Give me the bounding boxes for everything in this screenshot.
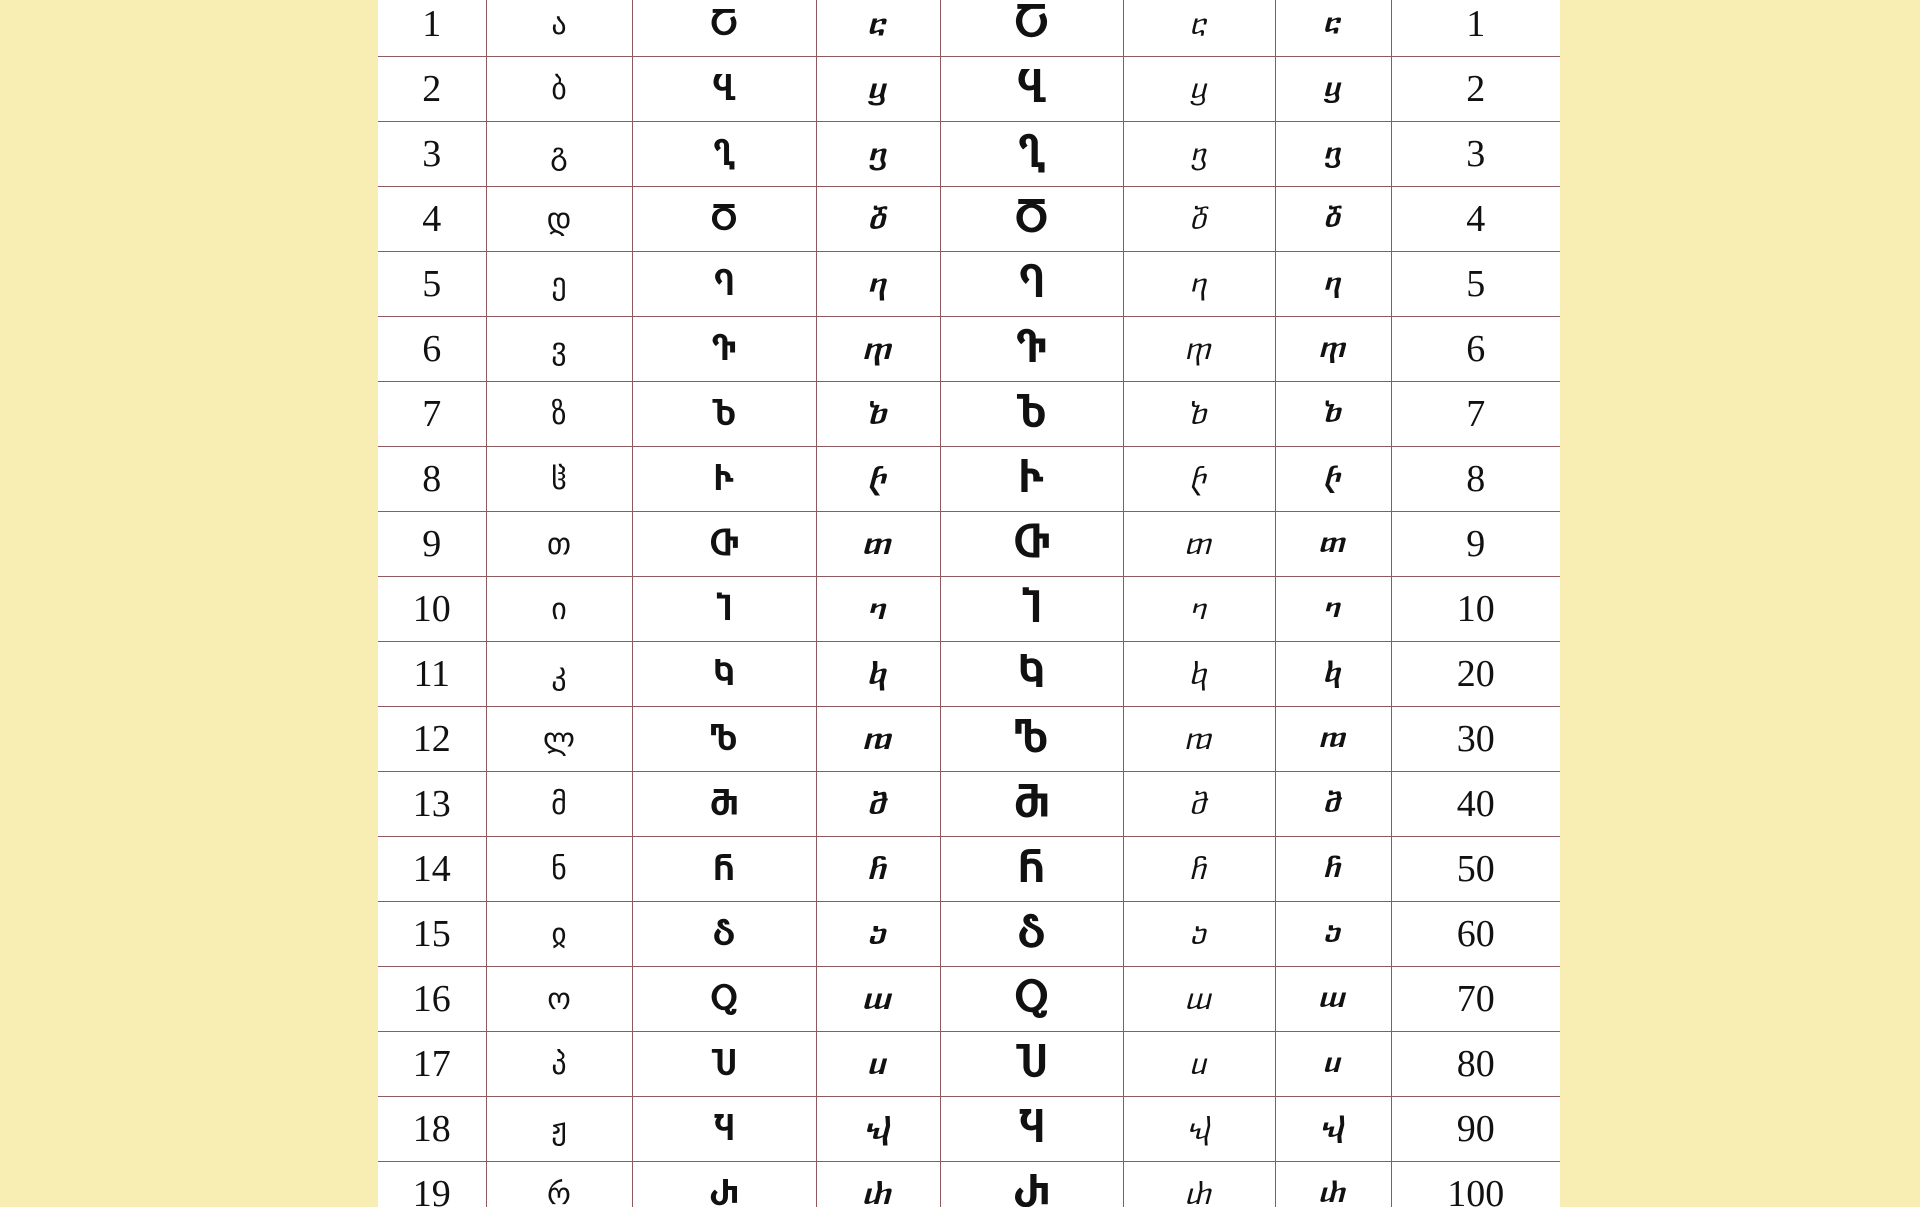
nuskhuri-letter: ⴀ: [816, 0, 940, 57]
numeric-value: 1: [1391, 0, 1560, 57]
numeric-value: 5: [1391, 252, 1560, 317]
mkhedruli-letter: კ: [486, 642, 632, 707]
asomtavruli-letter: Ⴃ: [632, 187, 816, 252]
numeric-value: 40: [1391, 772, 1560, 837]
row-index: 2: [378, 57, 486, 122]
mkhedruli-letter: ჲ: [486, 902, 632, 967]
asomtavruli-alt-letter: Ⴍ: [940, 967, 1123, 1032]
nuskhuri-cursive-letter: ⴀ: [1275, 0, 1391, 57]
numeric-value: 50: [1391, 837, 1560, 902]
asomtavruli-letter: Ⴢ: [632, 902, 816, 967]
table-row: [378, 187, 1560, 252]
nuskhuri-cursive-letter: ⴄ: [1275, 252, 1391, 317]
table-row: [378, 317, 1560, 382]
asomtavruli-letter: Ⴁ: [632, 57, 816, 122]
nuskhuri-alt-letter: ⴍ: [1123, 967, 1275, 1032]
asomtavruli-letter: Ⴆ: [632, 382, 816, 447]
nuskhuri-alt-letter: ⴃ: [1123, 187, 1275, 252]
nuskhuri-cursive-letter: ⴡ: [1275, 447, 1391, 512]
asomtavruli-alt-letter: Ⴀ: [940, 0, 1123, 57]
asomtavruli-letter: Ⴌ: [632, 837, 816, 902]
table-row: [378, 1032, 1560, 1097]
asomtavruli-alt-letter: Ⴇ: [940, 512, 1123, 577]
numeric-value: 10: [1391, 577, 1560, 642]
row-index: 6: [378, 317, 486, 382]
nuskhuri-alt-letter: ⴀ: [1123, 0, 1275, 57]
row-index: 12: [378, 707, 486, 772]
nuskhuri-letter: ⴆ: [816, 382, 940, 447]
asomtavruli-alt-letter: Ⴂ: [940, 122, 1123, 187]
nuskhuri-letter: ⴊ: [816, 707, 940, 772]
table-row: [378, 512, 1560, 577]
nuskhuri-alt-letter: ⴇ: [1123, 512, 1275, 577]
table-row: [378, 902, 1560, 967]
nuskhuri-alt-letter: ⴌ: [1123, 837, 1275, 902]
table-row: [378, 967, 1560, 1032]
row-index: 9: [378, 512, 486, 577]
row-index: 17: [378, 1032, 486, 1097]
mkhedruli-letter: ზ: [486, 382, 632, 447]
table-row: [378, 642, 1560, 707]
asomtavruli-letter: Ⴇ: [632, 512, 816, 577]
asomtavruli-letter: Ⴈ: [632, 577, 816, 642]
numeric-value: 100: [1391, 1162, 1560, 1207]
row-index: 5: [378, 252, 486, 317]
asomtavruli-alt-letter: Ⴄ: [940, 252, 1123, 317]
nuskhuri-cursive-letter: ⴎ: [1275, 1032, 1391, 1097]
asomtavruli-alt-letter: Ⴉ: [940, 642, 1123, 707]
mkhedruli-letter: ლ: [486, 707, 632, 772]
row-index: 7: [378, 382, 486, 447]
mkhedruli-letter: დ: [486, 187, 632, 252]
numeric-value: 90: [1391, 1097, 1560, 1162]
nuskhuri-letter: ⴉ: [816, 642, 940, 707]
nuskhuri-alt-letter: ⴐ: [1123, 1162, 1275, 1207]
georgian-alphabet-table: [378, 0, 1560, 1207]
nuskhuri-letter: ⴌ: [816, 837, 940, 902]
nuskhuri-letter: ⴁ: [816, 57, 940, 122]
numeric-value: 30: [1391, 707, 1560, 772]
asomtavruli-letter: Ⴀ: [632, 0, 816, 57]
nuskhuri-alt-letter: ⴂ: [1123, 122, 1275, 187]
table-row: [378, 57, 1560, 122]
nuskhuri-alt-letter: ⴢ: [1123, 902, 1275, 967]
numeric-value: 2: [1391, 57, 1560, 122]
nuskhuri-cursive-letter: ⴅ: [1275, 317, 1391, 382]
asomtavruli-alt-letter: Ⴌ: [940, 837, 1123, 902]
asomtavruli-alt-letter: Ⴅ: [940, 317, 1123, 382]
numeric-value: 70: [1391, 967, 1560, 1032]
numeric-value: 9: [1391, 512, 1560, 577]
mkhedruli-letter: ო: [486, 967, 632, 1032]
nuskhuri-letter: ⴎ: [816, 1032, 940, 1097]
nuskhuri-letter: ⴇ: [816, 512, 940, 577]
nuskhuri-letter: ⴄ: [816, 252, 940, 317]
mkhedruli-letter: ჱ: [486, 447, 632, 512]
nuskhuri-cursive-letter: ⴃ: [1275, 187, 1391, 252]
asomtavruli-letter: Ⴉ: [632, 642, 816, 707]
nuskhuri-cursive-letter: ⴂ: [1275, 122, 1391, 187]
asomtavruli-letter: Ⴎ: [632, 1032, 816, 1097]
mkhedruli-letter: ბ: [486, 57, 632, 122]
asomtavruli-alt-letter: Ⴈ: [940, 577, 1123, 642]
mkhedruli-letter: ნ: [486, 837, 632, 902]
nuskhuri-letter: ⴍ: [816, 967, 940, 1032]
asomtavruli-letter: Ⴋ: [632, 772, 816, 837]
numeric-value: 3: [1391, 122, 1560, 187]
row-index: 14: [378, 837, 486, 902]
nuskhuri-letter: ⴏ: [816, 1097, 940, 1162]
asomtavruli-letter: Ⴄ: [632, 252, 816, 317]
nuskhuri-cursive-letter: ⴁ: [1275, 57, 1391, 122]
nuskhuri-letter: ⴂ: [816, 122, 940, 187]
nuskhuri-letter: ⴐ: [816, 1162, 940, 1207]
nuskhuri-letter: ⴋ: [816, 772, 940, 837]
row-index: 3: [378, 122, 486, 187]
asomtavruli-alt-letter: Ⴃ: [940, 187, 1123, 252]
mkhedruli-letter: ი: [486, 577, 632, 642]
mkhedruli-letter: რ: [486, 1162, 632, 1207]
table-row: [378, 447, 1560, 512]
nuskhuri-alt-letter: ⴈ: [1123, 577, 1275, 642]
table-row: [378, 577, 1560, 642]
table-row: [378, 1162, 1560, 1207]
nuskhuri-cursive-letter: ⴆ: [1275, 382, 1391, 447]
nuskhuri-alt-letter: ⴉ: [1123, 642, 1275, 707]
numeric-value: 6: [1391, 317, 1560, 382]
numeric-value: 4: [1391, 187, 1560, 252]
row-index: 16: [378, 967, 486, 1032]
asomtavruli-alt-letter: Ⴋ: [940, 772, 1123, 837]
asomtavruli-letter: Ⴐ: [632, 1162, 816, 1207]
nuskhuri-alt-letter: ⴏ: [1123, 1097, 1275, 1162]
nuskhuri-alt-letter: ⴎ: [1123, 1032, 1275, 1097]
table-row: [378, 122, 1560, 187]
nuskhuri-cursive-letter: ⴌ: [1275, 837, 1391, 902]
asomtavruli-letter: Ⴡ: [632, 447, 816, 512]
mkhedruli-letter: გ: [486, 122, 632, 187]
table-row: [378, 837, 1560, 902]
numeric-value: 8: [1391, 447, 1560, 512]
alphabet-page: [378, 0, 1560, 1207]
numeric-value: 20: [1391, 642, 1560, 707]
row-index: 4: [378, 187, 486, 252]
nuskhuri-cursive-letter: ⴐ: [1275, 1162, 1391, 1207]
asomtavruli-alt-letter: Ⴆ: [940, 382, 1123, 447]
nuskhuri-cursive-letter: ⴇ: [1275, 512, 1391, 577]
nuskhuri-cursive-letter: ⴊ: [1275, 707, 1391, 772]
nuskhuri-letter: ⴃ: [816, 187, 940, 252]
mkhedruli-letter: ჟ: [486, 1097, 632, 1162]
row-index: 1: [378, 0, 486, 57]
nuskhuri-cursive-letter: ⴢ: [1275, 902, 1391, 967]
mkhedruli-letter: თ: [486, 512, 632, 577]
row-index: 15: [378, 902, 486, 967]
table-row: [378, 1097, 1560, 1162]
nuskhuri-cursive-letter: ⴋ: [1275, 772, 1391, 837]
table-row: [378, 252, 1560, 317]
nuskhuri-cursive-letter: ⴉ: [1275, 642, 1391, 707]
asomtavruli-alt-letter: Ⴐ: [940, 1162, 1123, 1207]
asomtavruli-alt-letter: Ⴎ: [940, 1032, 1123, 1097]
asomtavruli-alt-letter: Ⴁ: [940, 57, 1123, 122]
table-row: [378, 707, 1560, 772]
row-index: 8: [378, 447, 486, 512]
row-index: 10: [378, 577, 486, 642]
table-body: [378, 0, 1560, 1207]
nuskhuri-letter: ⴅ: [816, 317, 940, 382]
mkhedruli-letter: ე: [486, 252, 632, 317]
asomtavruli-alt-letter: Ⴏ: [940, 1097, 1123, 1162]
asomtavruli-letter: Ⴂ: [632, 122, 816, 187]
asomtavruli-letter: Ⴊ: [632, 707, 816, 772]
numeric-value: 7: [1391, 382, 1560, 447]
nuskhuri-letter: ⴈ: [816, 577, 940, 642]
table-row: [378, 0, 1560, 57]
nuskhuri-cursive-letter: ⴈ: [1275, 577, 1391, 642]
mkhedruli-letter: მ: [486, 772, 632, 837]
asomtavruli-letter: Ⴏ: [632, 1097, 816, 1162]
numeric-value: 80: [1391, 1032, 1560, 1097]
nuskhuri-letter: ⴢ: [816, 902, 940, 967]
mkhedruli-letter: პ: [486, 1032, 632, 1097]
row-index: 11: [378, 642, 486, 707]
nuskhuri-alt-letter: ⴁ: [1123, 57, 1275, 122]
nuskhuri-alt-letter: ⴊ: [1123, 707, 1275, 772]
nuskhuri-alt-letter: ⴅ: [1123, 317, 1275, 382]
nuskhuri-cursive-letter: ⴏ: [1275, 1097, 1391, 1162]
nuskhuri-letter: ⴡ: [816, 447, 940, 512]
asomtavruli-alt-letter: Ⴢ: [940, 902, 1123, 967]
table-row: [378, 382, 1560, 447]
nuskhuri-alt-letter: ⴄ: [1123, 252, 1275, 317]
asomtavruli-letter: Ⴍ: [632, 967, 816, 1032]
row-index: 13: [378, 772, 486, 837]
asomtavruli-alt-letter: Ⴡ: [940, 447, 1123, 512]
nuskhuri-alt-letter: ⴆ: [1123, 382, 1275, 447]
mkhedruli-letter: ვ: [486, 317, 632, 382]
asomtavruli-alt-letter: Ⴊ: [940, 707, 1123, 772]
asomtavruli-letter: Ⴅ: [632, 317, 816, 382]
nuskhuri-alt-letter: ⴡ: [1123, 447, 1275, 512]
numeric-value: 60: [1391, 902, 1560, 967]
table-row: [378, 772, 1560, 837]
mkhedruli-letter: ა: [486, 0, 632, 57]
nuskhuri-cursive-letter: ⴍ: [1275, 967, 1391, 1032]
row-index: 19: [378, 1162, 486, 1207]
nuskhuri-alt-letter: ⴋ: [1123, 772, 1275, 837]
row-index: 18: [378, 1097, 486, 1162]
